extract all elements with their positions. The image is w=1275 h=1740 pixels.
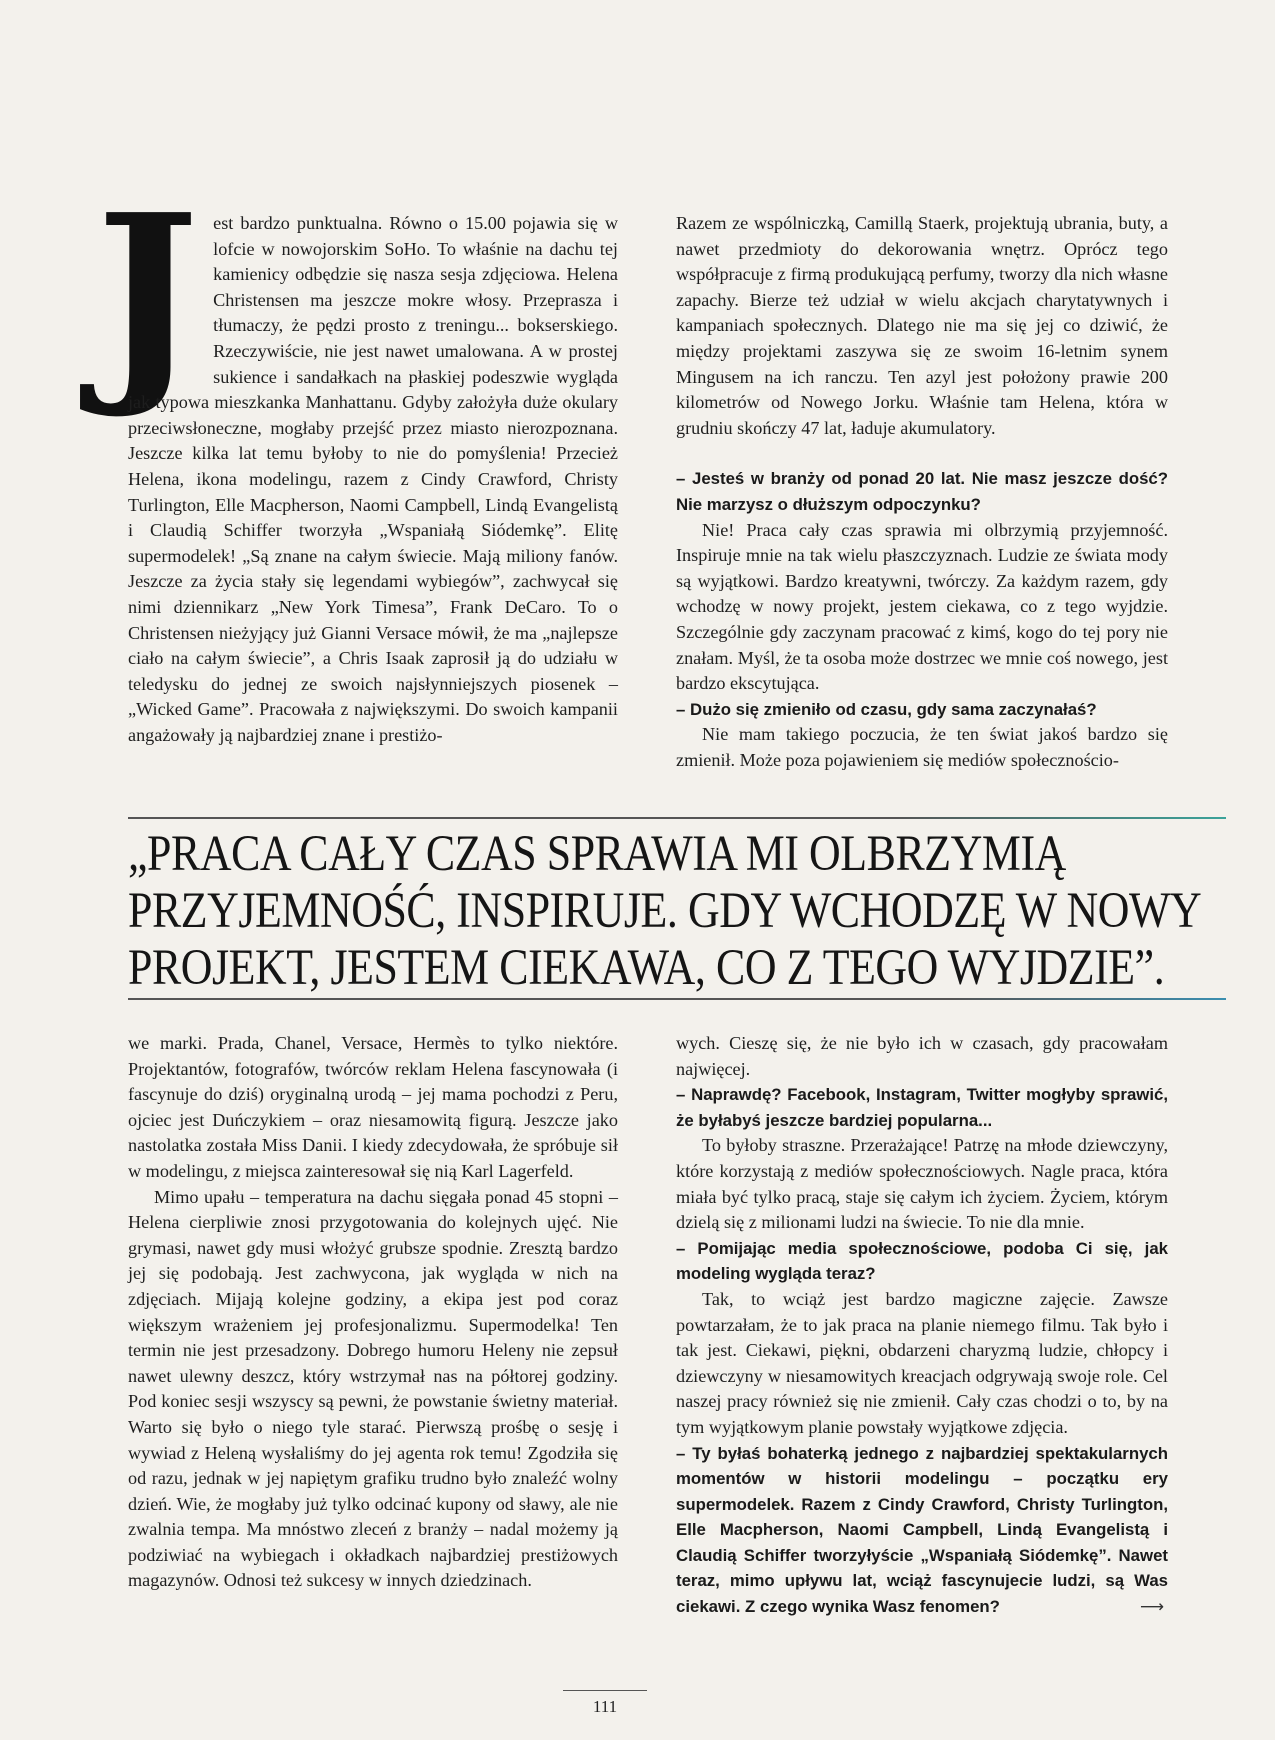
page-number: 111 (592, 1697, 618, 1716)
interview-answer: Tak, to wciąż jest bardzo magiczne zajęcie. Zawsze powtarzałam, że to jak praca na planie niemego filmu. Tak było i tak jest. Ciekawi, piękni, obdarzeni charyzmą ludzie, chłopcy i dziewczyny w niesamowitych kreacjach odgrywają swoje role. Cel naszej pracy również się nie zmienił. Cały czas chodzi o to, by na tym wyjątkowym planie powstały wyjątkowe zdjęcia. (676, 1288, 1168, 1437)
body-paragraph: we marki. Prada, Chanel, Versace, Hermès to tylko niektóre. Projektantów, fotografów, twórców reklam Helena fascynowała (i fascynuje do dziś) oryginalną urodą – jej mama pochodzi z Peru, ojciec jest Duńczykiem – oraz niesamowitą figurą. Jeszcze jako nastolatka została Miss Danii. I kiedy zdecydowała, że spróbuje sił w modelingu, z miejsca zainteresował się nią Karl Lagerfeld. (128, 1033, 618, 1181)
column-1-top (96, 167, 618, 748)
interview-answer: Nie! Praca cały czas sprawia mi olbrzymią przyjemność. Inspiruje mnie na tak wielu płaszczyznach. Ludzie ze świata mody są wyjątkowi. Bardzo kreatywni, twórczy. Za każdym razem, gdy wchodzę w nowy projekt, jestem ciekawa, co z tego wyjdzie. Szczególnie gdy zaczynam pracować z kimś, kogo do tej pory nie znałam. Myśl, że ta osoba może dostrzec we mnie coś nowego, jest bardzo ekscytująca. (676, 519, 1168, 694)
interview-question: – Pomijając media społecznościowe, podoba Ci się, jak modeling wygląda teraz? (676, 1238, 1168, 1284)
pull-quote-line: PRZYJEMNOŚĆ, INSPIRUJE. GDY WCHODZĘ W NOWY (128, 883, 1202, 939)
lead-paragraph: est bardzo punktualna. Równo o 15.00 pojawia się w lofcie w nowojorskim SoHo. To właśnie na dachu tej kamienicy odbędzie się nasza sesja zdjęciowa. Helena Christensen ma jeszcze mokre włosy. Przeprasza i tłumaczy, że pędzi prosto z treningu... bokserskiego. Rzeczywiście, nie jest nawet umalowana. A w prostej sukience i sandałkach na płaskiej podeszwie wygląda jak typowa mieszkanka Manhattanu. Gdyby założyła duże okulary przeciwsłoneczne, mogłaby przejść przez miasto nierozpoznana. Jeszcze kilka lat temu byłoby to nie do pomyślenia! Przecież Helena, ikona modelingu, razem z Cindy Crawford, Christy Turlington, Elle Macpherson, Naomi Campbell, Lindą Evangelistą i Claudią Schiffer tworzyła „Wspaniałą Siódemkę”. Elitę supermodelek! „Są znane na całym świecie. Mają miliony fanów. Jeszcze za życia stały się legendami wybiegów”, zachwycał się nimi dziennikarz „New York Timesa”, Frank DeCaro. To o Christensen nieżyjący już Gianni Versace mówił, że ma „najlepsze ciało na całym świecie”, a Chris Isaak zaprosił ją do udziału w teledysku do jednej ze swoich najsłynniejszych piosenek – „Wicked Game”. Pracowała z największymi. Do swoich kampanii angażowały ją najbardziej znane i prestiżo- (128, 213, 618, 745)
interview-question (676, 1441, 1168, 1620)
drop-cap: J (96, 167, 200, 423)
continue-arrow-icon: ⟶ (1139, 1596, 1164, 1617)
interview-answer: Nie mam takiego poczucia, że ten świat jakoś bardzo się zmienił. Może poza pojawieniem się mediów społecznościo- (676, 724, 1168, 770)
column-2-top (676, 211, 1168, 773)
interview-answer: To byłoby straszne. Przerażające! Patrzę na młode dziewczyny, które korzystają z mediów społecznościowych. Nagle praca, która miała być tylko pracą, staje się całym ich życiem. Życiem, którym dzielą się z milionami ludzi na świecie. To nie dla mnie. (676, 1135, 1168, 1233)
pull-quote-bottom-rule (128, 998, 1226, 1000)
interview-question: – Dużo się zmieniło od czasu, gdy sama zaczynałaś? (676, 699, 1097, 719)
interview-answer: wych. Cieszę się, że nie było ich w czasach, gdy pracowałam najwięcej. (676, 1033, 1168, 1079)
body-paragraph: Mimo upału – temperatura na dachu sięgała ponad 45 stopni – Helena cierpliwie znosi przygotowania do kolejnych ujęć. Nie grymasi, nawet gdy musi włożyć grubsze spodnie. Zresztą bardzo jej się podobają. Jest zachwycona, jak wygląda w nich na zdjęciach. Mijają kolejne godziny, a ekipa jest pod coraz większym wrażeniem jej profesjonalizmu. Supermodelka! Ten termin nie jest przesadzony. Dobrego humoru Heleny nie zepsuł nawet ulewny deszcz, który wstrzymał nas na półtorej godziny. Pod koniec sesji wszyscy są pewni, że powstanie świetny materiał. Warto się było o niego tyle starać. Pierwszą prośbę o sesję i wywiad z Heleną wysłaliśmy do jej agenta rok temu! Zgodziła się od razu, jednak w jej napiętym grafiku trudno było znaleźć wolny dzień. Wie, że mogłaby już tylko odcinać kupony od sławy, ale nie zwalnia tempa. Ma mnóstwo zleceń z branży – nadal możemy ją podziwiać na wybiegach i okładkach najbardziej prestiżowych magazynów. Odnosi też sukcesy w innych dziedzinach. (128, 1186, 618, 1591)
interview-question: – Jesteś w branży od ponad 20 lat. Nie masz jeszcze dość? Nie marzysz o dłuższym odpoczynku? (676, 469, 1168, 514)
interview-question: – Naprawdę? Facebook, Instagram, Twitter mogłyby sprawić, że byłabyś jeszcze bardziej popularna... (676, 1085, 1168, 1130)
pull-quote-top-rule (128, 817, 1226, 819)
interview-question-text: – Ty byłaś bohaterką jednego z najbardziej spektakularnych momentów w historii modelingu – początku ery supermodelek. Razem z Cindy Crawford, Christy Turlington, Elle Macpherson, Naomi Campbell, Lindą Evangelistą i Claudią Schiffer tworzyłyście „Wspaniałą Siódemkę”. Nawet teraz, mimo upływu lat, wciąż fascynujecie ludzi, są Was ciekawi. Z czego wynika Wasz fenomen? (676, 1443, 1168, 1617)
pull-quote (128, 826, 1202, 997)
column-2-bottom (676, 1031, 1168, 1620)
body-paragraph: Razem ze wspólniczką, Camillą Staerk, projektują ubrania, buty, a nawet przedmioty do dekorowania wnętrz. Oprócz tego współpracuje z firmą produkującą perfumy, tworzy dla nich własne zapachy. Bierze też udział w wielu akcjach charytatywnych i kampaniach społecznych. Dlatego nie ma się jej co dziwić, że między projektami zaszywa się ze swoim 16-letnim synem Mingusem na ich ranczu. Ten azyl jest położony prawie 200 kilometrów od Nowego Jorku. Właśnie tam Helena, która w grudniu skończy 47 lat, ładuje akumulatory. (676, 213, 1168, 438)
page-number-rule (563, 1690, 647, 1691)
pull-quote-line: „PRACA CAŁY CZAS SPRAWIA MI OLBRZYMIĄ (128, 826, 1066, 882)
pull-quote-line: PROJEKT, JESTEM CIEKAWA, CO Z TEGO WYJDZIE”. (128, 940, 1165, 996)
column-1-bottom (128, 1031, 618, 1594)
